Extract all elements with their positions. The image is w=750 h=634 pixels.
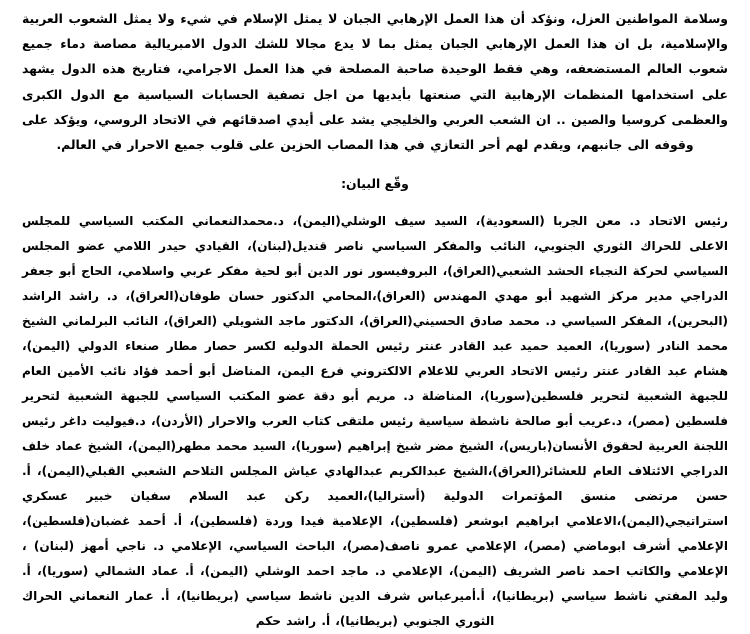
signed-statement-label: وقّع البيان: [341,176,409,192]
statement-body-paragraph: وسلامة المواطنين العزل، ونؤكد أن هذا العمل الإرهابي الجبان لا يمثل الإسلام في شيء ولا يمثل الشعوب العربية والإسلامية، بل ان هذا العمل الإرهابي الجبان يمثل بما لا يدع مجالا للشك الدول الامبريالية مصاصة دماء جميع شعوب العالم المستضعفه، وهي فقط الوحيدة صاحبة المصلحة في هذا العمل الاجرامي، فتاريخ هذه الدول يشهد على استخدامها المنظمات الإرهابية التي صنعتها بأيديها من اجل تصفية الحسابات السياسية مع الدول الكبرى والعظمى كروسيا والصين .. ان الشعب العربي والخليجي يشد على أيدي اصدقائهم في الاتحاد الروسي، ويؤكد على وقوفه الى جانبهم، ويقدم لهم أحر التعازي في هذا المصاب الحزين على قلوب جميع الاحرار في العالم. [22,11,728,153]
signatories-list-paragraph: رئيس الاتحاد د. معن الجربا (السعودية)، السيد سيف الوشلي(اليمن)، د.محمدالنعماني المكتب السياسي للمجلس الاعلى للحراك الثوري الجنوبي، النائب والمفكر السياسي ناصر قنديل(لبنان)، القيادي حيدر اللامي عضو المجلس السياسي لحركة النجباء الحشد الشعبي(العراق)، البروفيسور نور الدين أبو لحية مفكر عربي واسلامي، الحاج أبو جعفر الدراجي مدير مركز الشهيد أبو مهدي المهندس (العراق)،المحامي الدكتور حسان طوفان(العراق)، د. راشد الراشد (البحرين)، المفكر السياسي د. محمد صادق الحسيني(العراق)، الدكتور ماجد الشويلي (العراق)، النائب البرلماني الشيخ محمد النادر (سوريا)، العميد حميد عبد القادر عنتر رئيس الحملة الدوليه لكسر حصار مطار صنعاء الدولي (اليمن)، هشام عبد القادر عنتر رئيس الاتحاد العربي للاعلام الالكتروني فرع اليمن، المناضل أبو أحمد فؤاد نائب الأمين العام للجبهة الشعبية لتحرير فلسطين(سوريا)، المناضلة د. مريم أبو دقة عضو المكتب السياسي للجبهة الشعبية لتحرير فلسطين (مصر)، د.عريب أبو صالحة ناشطة سياسية رئيس ملتقى كتاب العرب والاحرار (الأردن)، د.فيوليت داغر رئيس اللجنة العربية لحقوق الأنسان(باريس)، الشيخ مضر شيخ إبراهيم (سوريا)، السيد محمد مطهر(اليمن)، الشيخ عماد خلف الدراجي الائتلاف العام للعشائر(العراق)،الشيخ عبدالكريم عبدالهادي عياش المجلس التلاحم الشعبي القبلي(اليمن)، أ. حسن مرتضى منسق المؤتمرات الدولية (أستراليا)،العميد ركن عبد السلام سفيان خبير عسكري استراتيجي(اليمن)،الاعلامي ابراهيم ابوشعر (فلسطين)، الإعلامية فيدا وردة (فلسطين)، أ. أحمد غضبان(فلسطين)، الإعلامي أشرف ابوماضي (مصر)، الإعلامي عمرو ناصف(مصر)، الباحث السياسي، الإعلامي د. ناجي أمهز (لبنان) ، الإعلامي والكاتب احمد ناصر الشريف (اليمن)، الإعلامي د. ماجد احمد الوشلي (اليمن)، أ. عماد الشمالي (سوريا)، أ. وليد المفتي ناشط سياسي (بريطانيا)، أ.أميرعباس شرف الدين ناشط سياسي (بريطانيا)، أ. عمار النعماني الحراك الثوري الجنوبي (بريطانيا)، أ. راشد حكم [22,214,728,629]
